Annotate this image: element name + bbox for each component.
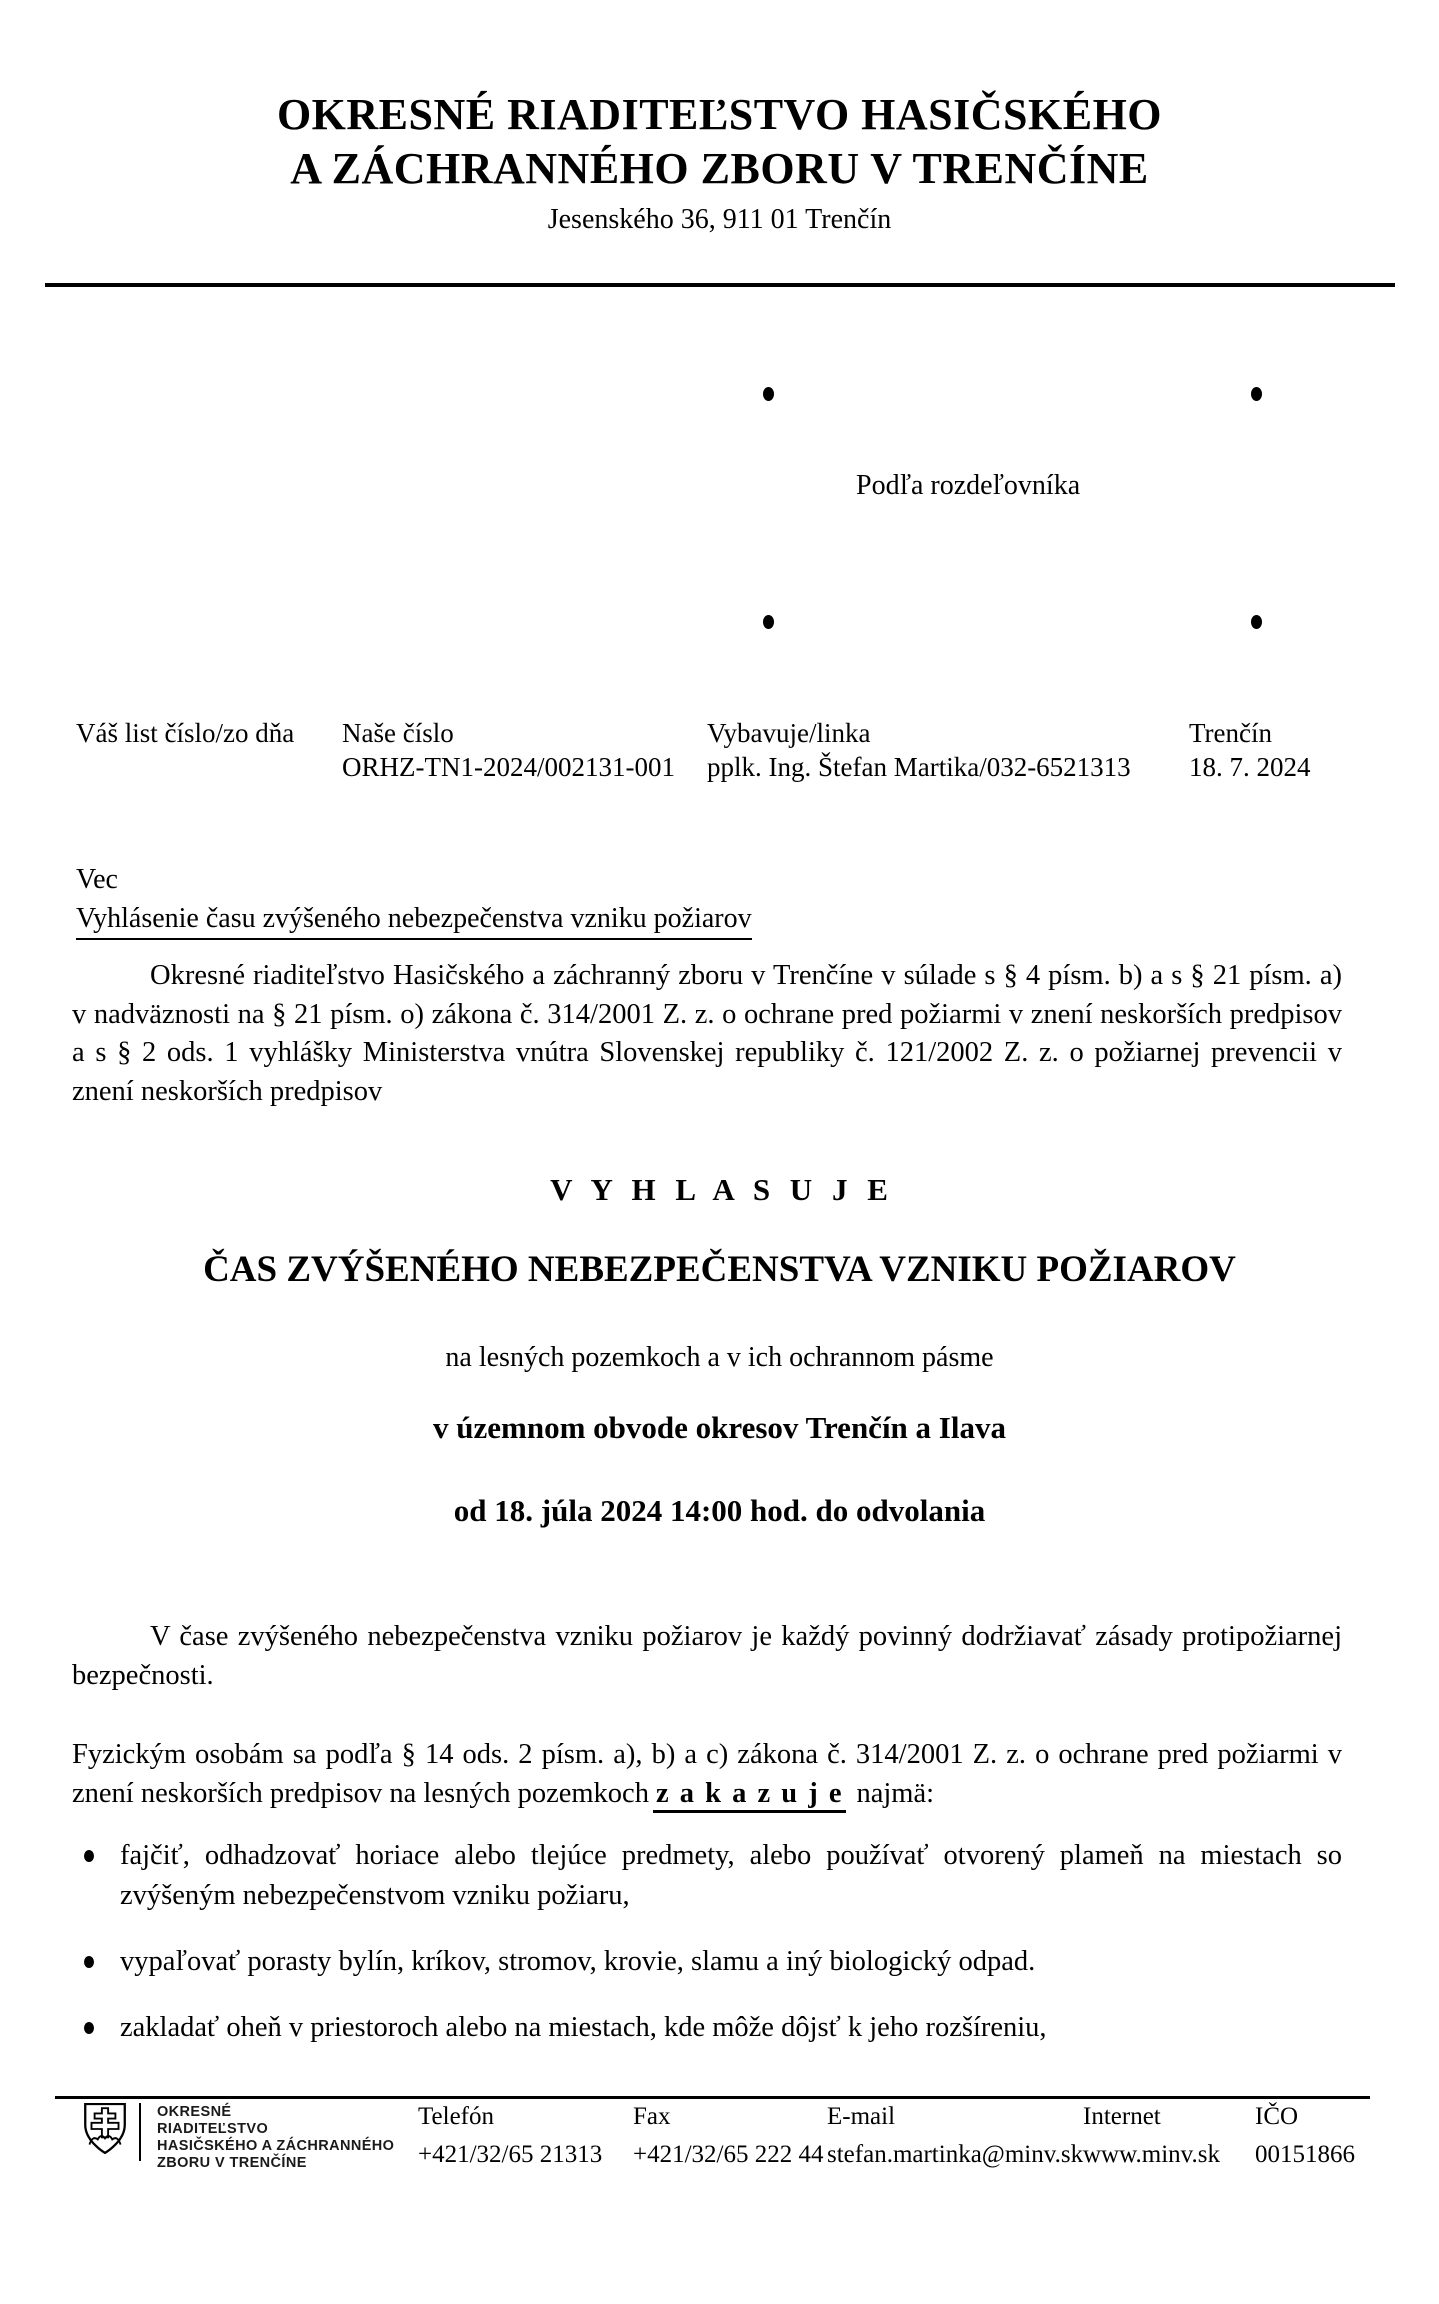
fire-danger-heading: ČAS ZVÝŠENÉHO NEBEZPEČENSTVA VZNIKU POŽIAROV xyxy=(203,1249,1236,1290)
footer-phone xyxy=(418,2103,602,2169)
list-item xyxy=(72,1836,1342,1916)
prohibition-paragraph xyxy=(72,1736,1342,1813)
ico-label: IČO xyxy=(1255,2103,1299,2130)
ref-our-number-value: ORHZ-TN1-2024/002131-001 xyxy=(342,752,675,782)
ref-handler-label: Vybavuje/linka xyxy=(707,718,871,748)
recipient-line: Podľa rozdeľovníka xyxy=(856,470,1081,501)
footer-org-line: RIADITEĽSTVO xyxy=(157,2121,269,2137)
fold-mark-dot xyxy=(1251,615,1262,629)
footer-vertical-divider xyxy=(139,2103,141,2161)
ref-date-value: 18. 7. 2024 xyxy=(1189,752,1311,782)
prohibition-emphasis: z a k a z u j e xyxy=(653,1778,847,1813)
intro-paragraph: Okresné riaditeľstvo Hasičského a záchranný zboru v Trenčíne v súlade s § 4 písm. b) a s § 21 písm. a) v nadväznosti na § 21 písm. o) zákona č. 314/2001 Z. z. o ochrane pred požiarmi v znení neskorších predpisov a s § 2 ods. 1 vyhlášky Ministerstva vnútra Slovenskej republiky č. 121/2002 Z. z. o požiarnej prevencii v znení neskorších predpisov xyxy=(72,960,1342,1107)
fold-mark-dot xyxy=(763,387,774,401)
list-item-text: fajčiť, odhadzovať horiace alebo tlejúce predmety, alebo používať otvorený plameň na miestach so zvýšeným nebezpečenstvom vzniku požiaru, xyxy=(120,1840,1342,1911)
footer-divider xyxy=(55,2096,1370,2099)
districts-line: v územnom obvode okresov Trenčín a Ilava xyxy=(433,1410,1006,1445)
bullet-icon xyxy=(84,2022,94,2034)
phone-value: +421/32/65 21313 xyxy=(418,2141,603,2168)
subject-line xyxy=(76,903,752,940)
org-address: Jesenského 36, 911 01 Trenčín xyxy=(547,204,892,235)
fold-mark-dot xyxy=(1251,387,1262,401)
bullet-icon xyxy=(84,1956,94,1968)
fax-label: Fax xyxy=(633,2103,671,2130)
list-item xyxy=(72,2008,1342,2048)
ref-your-number-label: Váš list číslo/zo dňa xyxy=(76,718,295,748)
list-item-text: vypaľovať porasty bylín, kríkov, stromov, krovie, slamu a iný biologický odpad. xyxy=(120,1946,1036,1977)
ref-handler-value: pplk. Ing. Štefan Martika/032-6521313 xyxy=(707,752,1131,782)
bullet-icon xyxy=(84,1850,94,1862)
prohibition-text-before: Fyzickým osobám sa podľa § 14 ods. 2 písm. a), b) a c) zákona č. 314/2001 Z. z. o ochrane pred požiarmi v znení neskorších predpisov na lesných pozemkoch xyxy=(72,1739,1342,1809)
ref-our-number-label: Naše číslo xyxy=(342,718,454,748)
email-label: E-mail xyxy=(827,2103,896,2130)
ico-value: 00151866 xyxy=(1255,2141,1355,2168)
footer-ico xyxy=(1255,2103,1355,2169)
org-title-line2: A ZÁCHRANNÉHO ZBORU V TRENČÍNE xyxy=(290,144,1149,193)
fax-value: +421/32/65 222 44 xyxy=(633,2141,824,2168)
letterhead xyxy=(0,88,1439,236)
footer-fax xyxy=(633,2103,824,2169)
footer-org-block xyxy=(157,2104,394,2172)
footer-org-line: ZBORU V TRENČÍNE xyxy=(157,2155,307,2171)
slovak-coat-of-arms-icon xyxy=(83,2103,127,2155)
list-item xyxy=(72,1942,1342,1982)
footer-email xyxy=(827,2103,1083,2169)
subject-label: Vec xyxy=(76,864,118,895)
internet-label: Internet xyxy=(1083,2103,1161,2130)
prohibited-actions-list xyxy=(72,1836,1342,2074)
org-title-line1: OKRESNÉ RIADITEĽSTVO HASIČSKÉHO xyxy=(276,90,1163,139)
letterhead-divider xyxy=(45,283,1395,287)
subject-text: Vyhlásenie času zvýšeného nebezpečenstva vzniku požiarov xyxy=(76,903,752,940)
scope-line: na lesných pozemkoch a v ich ochrannom pásme xyxy=(445,1342,994,1373)
phone-label: Telefón xyxy=(418,2103,494,2130)
internet-value: www.minv.sk xyxy=(1083,2141,1221,2168)
declares-heading: V Y H L A S U J E xyxy=(550,1172,889,1207)
fold-mark-dot xyxy=(763,615,774,629)
ref-place-label: Trenčín xyxy=(1189,718,1273,748)
footer-org-line: HASIČSKÉHO A ZÁCHRANNÉHO xyxy=(157,2138,395,2154)
email-value: stefan.martinka@minv.sk xyxy=(827,2141,1084,2168)
list-item-text: zakladať oheň v priestoroch alebo na miestach, kde môže dôjsť k jeho rozšíreniu, xyxy=(120,2012,1047,2043)
period-line: od 18. júla 2024 14:00 hod. do odvolania xyxy=(453,1493,986,1528)
footer-org-line: OKRESNÉ xyxy=(157,2104,232,2120)
footer-internet xyxy=(1083,2103,1220,2169)
duty-paragraph: V čase zvýšeného nebezpečenstva vzniku požiarov je každý povinný dodržiavať zásady protipožiarnej bezpečnosti. xyxy=(72,1621,1342,1691)
prohibition-text-after: najmä: xyxy=(856,1777,935,1809)
